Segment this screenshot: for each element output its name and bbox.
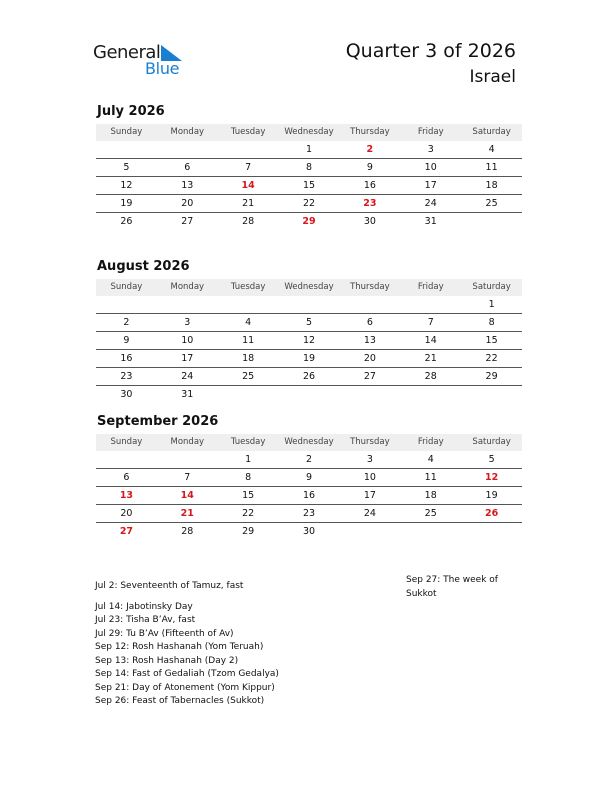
month-august [96,258,522,403]
month-grid [96,451,522,540]
date-cell [96,451,157,468]
month-grid [96,296,522,403]
weekday-label: Thursday [350,437,390,447]
date-cell [339,386,400,403]
date-cell [279,386,340,403]
date-cell: 24 [181,371,194,382]
holiday-date-cell: 2 [366,144,374,155]
date-cell: 29 [242,526,255,537]
weekday-label: Saturday [472,127,511,137]
date-cell: 10 [424,162,437,173]
date-cell [400,523,461,540]
date-cell: 6 [184,162,191,173]
date-cell: 7 [245,162,252,173]
date-cell: 17 [424,180,437,191]
date-cell: 4 [245,317,252,328]
date-cell: 9 [123,335,130,346]
week-row [96,523,522,540]
date-cell: 15 [242,490,255,501]
month-title: August 2026 [97,259,190,274]
week-row [96,505,522,523]
date-cell: 25 [485,198,498,209]
week-row [96,368,522,386]
week-row [96,487,522,505]
date-cell: 1 [305,144,313,155]
date-cell: 5 [305,317,313,328]
date-cell: 6 [123,472,130,483]
date-cell: 9 [305,472,313,483]
date-cell: 15 [302,180,316,191]
weekday-label: Sunday [110,282,143,292]
date-cell [400,386,461,403]
date-cell: 29 [485,371,498,382]
weekday-label: Monday [170,282,205,292]
weekday-label: Monday [170,437,205,447]
month-title: September 2026 [97,414,219,429]
date-cell [96,296,157,313]
date-cell: 10 [181,335,194,346]
holiday-date-cell: 13 [119,490,134,501]
date-cell: 26 [302,371,316,382]
weekday-label: Sunday [110,127,143,137]
month-september [96,413,522,540]
date-cell: 25 [424,508,437,519]
date-cell: 19 [485,490,498,501]
date-cell: 18 [485,180,498,191]
date-cell: 19 [302,353,316,364]
date-cell: 20 [120,508,133,519]
weekday-label: Monday [170,127,205,137]
logo-blue-text: Blue [145,59,180,78]
week-row [96,159,522,177]
date-cell: 16 [302,490,316,501]
date-cell: 28 [424,371,437,382]
date-cell [157,296,218,313]
holiday-date-cell: 21 [180,508,194,519]
weekday-label: Saturday [472,282,511,292]
date-cell: 4 [488,144,495,155]
date-cell: 17 [363,490,376,501]
weekday-label: Friday [417,282,444,292]
holiday-note: Jul 2: Seventeenth of Tamuz, fast [95,581,244,591]
date-cell: 24 [424,198,437,209]
date-cell: 6 [366,317,373,328]
holiday-list-secondary [406,573,526,601]
weekday-label: Friday [417,127,444,137]
week-row [96,469,522,487]
holiday-date-cell: 23 [363,198,377,209]
date-cell: 22 [242,508,255,519]
holiday-note: Jul 29: Tu B’Av (Fifteenth of Av) [95,628,234,639]
date-cell [218,296,279,313]
weekday-header [96,434,522,451]
holiday-note: Sep 13: Rosh Hashanah (Day 2) [95,655,239,666]
date-cell: 7 [427,317,434,328]
date-cell: 13 [181,180,194,191]
date-cell: 23 [120,371,133,382]
month-grid [96,141,522,230]
holiday-date-cell: 14 [241,180,255,191]
weekday-label: Wednesday [284,127,334,137]
date-cell: 14 [424,335,437,346]
holiday-list [95,580,395,709]
date-cell: 21 [242,198,255,209]
weekday-label: Sunday [110,437,143,447]
week-row [96,332,522,350]
weekday-label: Friday [417,437,444,447]
date-cell: 4 [427,454,434,465]
date-cell: 3 [184,317,191,328]
date-cell [339,296,400,313]
date-cell: 31 [181,389,194,400]
date-cell: 10 [363,472,376,483]
date-cell: 25 [242,371,255,382]
page-title: Quarter 3 of 2026 [345,40,516,62]
date-cell [400,296,461,313]
week-row [96,141,522,159]
week-row [96,195,522,213]
date-cell: 16 [363,180,376,191]
holiday-date-cell: 26 [484,508,499,519]
week-row [96,386,522,403]
logo [93,42,193,82]
date-cell: 11 [485,162,498,173]
date-cell [157,451,218,468]
date-cell: 17 [181,353,194,364]
date-cell: 20 [363,353,376,364]
date-cell: 31 [424,216,437,227]
weekday-label: Tuesday [230,127,266,137]
date-cell: 28 [242,216,255,227]
week-row [96,296,522,314]
holiday-note: Sep 21: Day of Atonement (Yom Kippur) [95,682,275,693]
week-row [96,350,522,368]
date-cell: 27 [181,216,194,227]
date-cell [461,386,522,403]
date-cell: 15 [485,335,498,346]
holiday-note: Sep 14: Fast of Gedaliah (Tzom Gedalya) [95,669,279,679]
date-cell: 5 [488,454,495,465]
date-cell: 30 [120,389,133,400]
date-cell [218,386,279,403]
date-cell: 26 [120,216,133,227]
date-cell [96,141,157,158]
week-row [96,451,522,469]
date-cell: 5 [123,162,130,173]
month-july [96,103,522,230]
date-cell: 23 [302,508,316,519]
month-title: July 2026 [97,104,165,119]
date-cell: 2 [305,454,313,465]
holiday-date-cell: 14 [180,490,194,501]
date-cell: 11 [424,472,437,483]
weekday-label: Tuesday [230,282,266,292]
weekday-label: Thursday [350,127,390,137]
date-cell: 21 [424,353,437,364]
date-cell [461,213,522,230]
date-cell: 13 [363,335,376,346]
date-cell: 24 [363,508,376,519]
holiday-note: Jul 23: Tisha B’Av, fast [95,615,196,625]
date-cell: 7 [184,472,191,483]
weekday-header [96,124,522,141]
holiday-date-cell: 12 [484,472,499,483]
week-row [96,314,522,332]
weekday-label: Thursday [350,282,390,292]
holiday-note: Sep 26: Feast of Tabernacles (Sukkot) [95,696,265,706]
weekday-label: Tuesday [230,437,266,447]
date-cell: 8 [245,472,252,483]
date-cell: 22 [302,198,316,209]
date-cell: 1 [245,454,252,465]
holiday-note: Sep 12: Rosh Hashanah (Yom Teruah) [95,642,264,652]
weekday-label: Saturday [472,437,511,447]
date-cell [279,296,340,313]
date-cell: 18 [424,490,437,501]
date-cell [339,523,400,540]
weekday-label: Wednesday [284,282,334,292]
date-cell: 11 [242,335,255,346]
week-row [96,213,522,230]
date-cell: 28 [181,526,194,537]
date-cell: 30 [363,216,376,227]
date-cell: 3 [366,454,373,465]
date-cell: 12 [302,335,316,346]
date-cell: 18 [242,353,255,364]
holiday-date-cell: 29 [302,216,316,227]
date-cell: 20 [181,198,194,209]
date-cell: 19 [120,198,133,209]
date-cell: 8 [488,317,495,328]
logo-general-text: General [93,42,161,63]
date-cell: 30 [302,526,316,537]
date-cell: 12 [120,180,133,191]
date-cell [461,523,522,540]
date-cell: 3 [427,144,434,155]
date-cell: 22 [485,353,498,364]
weekday-label: Wednesday [284,437,334,447]
date-cell: 1 [488,299,495,310]
date-cell: 2 [123,317,130,328]
date-cell: 9 [366,162,373,173]
date-cell: 16 [120,353,133,364]
date-cell: 27 [363,371,376,382]
holiday-date-cell: 27 [119,526,134,537]
holiday-note: Jul 14: Jabotinsky Day [95,601,193,612]
holiday-note: Sep 27: The week of Sukkot [406,575,498,599]
week-row [96,177,522,195]
date-cell [218,141,279,158]
date-cell [157,141,218,158]
date-cell: 8 [305,162,313,173]
country-name: Israel [469,67,516,87]
weekday-header [96,279,522,296]
